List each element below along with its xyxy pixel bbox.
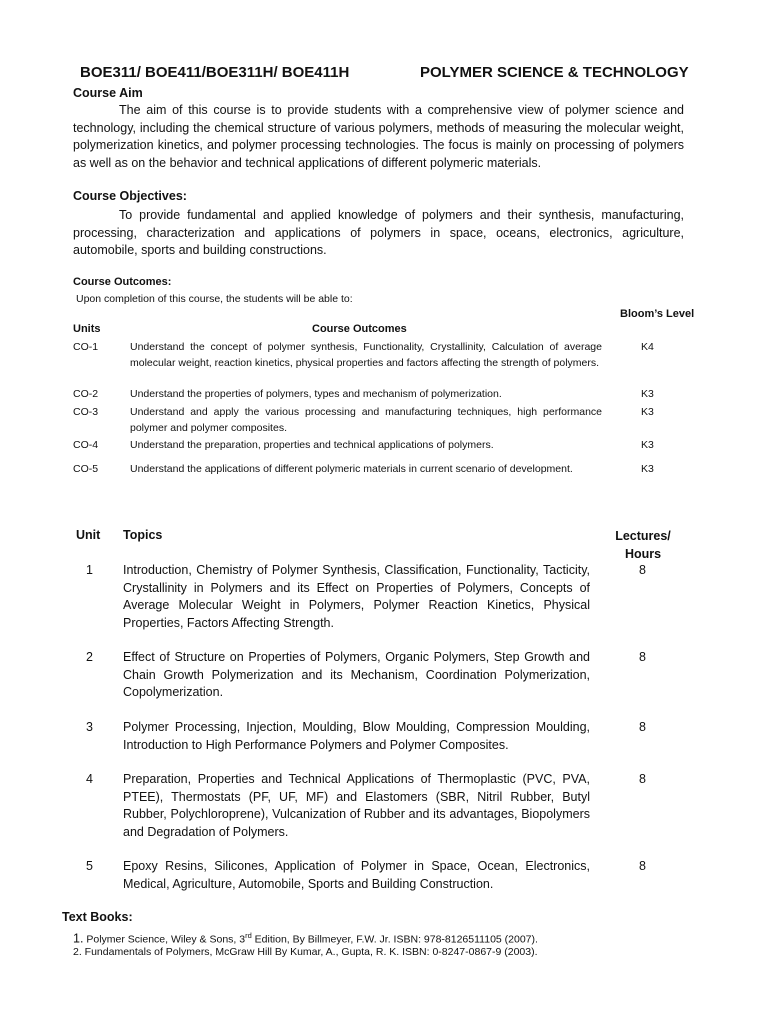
course-aim-heading: Course Aim: [73, 86, 143, 100]
course-codes: BOE311/ BOE411/BOE311H/ BOE411H: [80, 64, 350, 81]
unit-topics: Effect of Structure on Properties of Polymers, Organic Polymers, Step Growth and Chain Growth Polymerization and its Mechanism, Coordination Polymerization, Copolymerization.: [123, 650, 590, 699]
co-blooms-level: K3: [641, 463, 654, 475]
unit-topics: Polymer Processing, Injection, Moulding, Blow Moulding, Compression Moulding, Introduction to High Performance Polymers and Polymer Composites.: [123, 720, 590, 752]
course-objectives-heading: Course Objectives:: [73, 189, 187, 203]
text-book-2: 2. Fundamentals of Polymers, McGraw Hill By Kumar, A., Gupta, R. K. ISBN: 0-8247-0867-9 (2003).: [73, 946, 538, 958]
unit-hours: 8: [639, 650, 646, 664]
co-unit: CO-3: [73, 406, 99, 418]
unit-hours: 8: [639, 772, 646, 786]
course-aim-text: The aim of this course is to provide students with a comprehensive view of polymer science and technology, including the chemical structure of various polymers, methods of measuring the molecular weight, polymerization kinetics, and polymer processing technologies. The focus is mainly on processing of polymers as well as on the behavior and technical applications of different polymeric materials.: [73, 103, 684, 170]
units-header: Units: [73, 323, 101, 335]
unit-number: 2: [86, 650, 93, 664]
unit-number: 4: [86, 772, 93, 786]
lectures-header-line: Lectures/: [615, 529, 671, 543]
course-title: POLYMER SCIENCE & TECHNOLOGY: [420, 64, 689, 81]
co-blooms-level: K4: [641, 341, 654, 353]
co-unit: CO-4: [73, 439, 99, 451]
unit-number: 5: [86, 859, 93, 873]
topics-column-header: Topics: [123, 528, 163, 542]
unit-hours: 8: [639, 859, 646, 873]
blooms-level-header: Bloom’s Level: [620, 308, 695, 320]
co-description: Understand the concept of polymer synthesis, Functionality, Crystallinity, Calculation of average molecular weight, reaction kinetics, physical properties and factors affecting the strength of polymers.: [130, 341, 602, 369]
hours-header-line: Hours: [624, 546, 662, 561]
co-description: Understand the applications of different polymeric materials in current scenario of development.: [130, 463, 573, 475]
unit-topics: Introduction, Chemistry of Polymer Synthesis, Classification, Functionality, Tacticity, Crystallinity in Polymers and its Effect on Properties of Polymers, Concepts of Average Molecular Weight in Polymers, Polymer Reaction Kinetics, Physical Properties, Factors Affecting Strength.: [123, 563, 590, 630]
course-outcomes-heading: Course Outcomes:: [73, 276, 172, 288]
text-books-heading: Text Books:: [62, 910, 133, 924]
unit-hours: 8: [639, 563, 646, 577]
co-blooms-level: K3: [641, 439, 654, 451]
co-unit: CO-5: [73, 463, 99, 475]
co-description: Understand the preparation, properties and technical applications of polymers.: [130, 439, 494, 451]
co-unit: CO-2: [73, 388, 99, 400]
co-unit: CO-1: [73, 341, 99, 353]
unit-topics: Epoxy Resins, Silicones, Application of Polymer in Space, Ocean, Electronics, Medical, Agriculture, Automobile, Sports and Building Construction.: [123, 859, 590, 891]
co-description: Understand the properties of polymers, types and mechanism of polymerization.: [130, 388, 502, 400]
unit-number: 1: [86, 563, 93, 577]
text-book-1-number: 1.: [73, 931, 84, 946]
course-objectives-text: To provide fundamental and applied knowledge of polymers and their synthesis, manufacturing, processing, characterization and applications of polymers in space, oceans, electronics, agriculture, automobile, sports and building constructions.: [73, 208, 684, 257]
text-book-1-title: Polymer Science, Wiley & Sons, 3: [86, 933, 246, 946]
course-outcomes-column-header: Course Outcomes: [312, 323, 407, 335]
lectures-hours-header: [605, 528, 681, 563]
unit-column-header: Unit: [76, 528, 101, 542]
unit-hours: 8: [639, 720, 646, 734]
text-book-1-details: Edition, By Billmeyer, F.W. Jr. ISBN: 978-8126511105 (2007).: [251, 933, 538, 946]
course-outcomes-intro: Upon completion of this course, the students will be able to:: [76, 293, 353, 305]
co-description: Understand and apply the various processing and manufacturing techniques, high performance polymer and polymer composites.: [130, 406, 602, 434]
co-blooms-level: K3: [641, 388, 654, 400]
co-blooms-level: K3: [641, 406, 654, 418]
unit-topics: Preparation, Properties and Technical Applications of Thermoplastic (PVC, PVA, PTEE), Thermostats (PF, UF, MF) and Elastomers (SBR, Nitril Rubber, Butyl Rubber, Polychloroprene), Vulcanization of Rubber and its advantages, Biopolymers and Degradation of Polymers.: [123, 772, 590, 839]
unit-number: 3: [86, 720, 93, 734]
text-book-1-superscript: rd: [245, 931, 252, 940]
